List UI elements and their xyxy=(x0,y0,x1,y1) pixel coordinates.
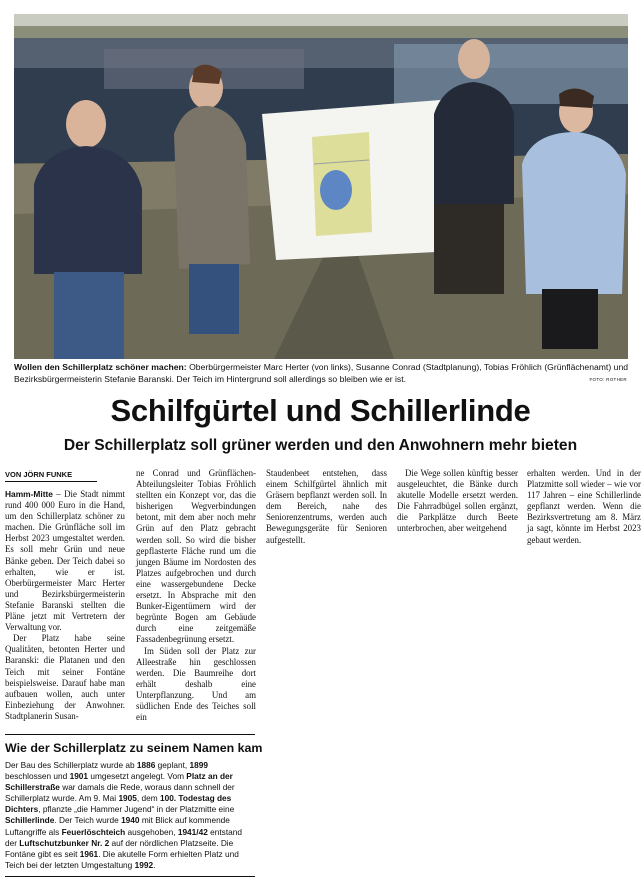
article-column-4 xyxy=(397,468,518,535)
infobox-body xyxy=(5,760,255,871)
paragraph-text: – Die Stadt nimmt rund 400 000 Euro in die Hand, um den Schillerplatz schöner zu machen. Die Grünfläche soll im Herbst 2023 umgestaltet werden. Es soll mehr Grün und neue Bänke geben. Der Teich dabei so erhalten, wie er ist. Oberbürgermeister Marc Herter und Bezirksbürgermeisterin Stefanie Baranski stellten die Pläne jetzt mit Vertretern der Verwaltung vor. xyxy=(5,489,125,633)
article-column-3 xyxy=(266,468,387,546)
paragraph: Im Süden soll der Platz zur Alleestraße hin geschlossen werden. Die Baumreihe dort erhält deshalb eine Unterpflanzung. Und am südlichen Ende des Teiches soll ein xyxy=(136,645,256,723)
infobox-bold: 1941/42 xyxy=(177,826,208,837)
subheadline: Der Schillerplatz soll grüner werden und den Anwohnern mehr bieten xyxy=(63,437,578,454)
article-column-1 xyxy=(5,489,125,722)
paragraph: Staudenbeet entstehen, dass einem Schilfgürtel ähnlich mit Gräsern bepflanzt werden soll. In dem Bereich, nahe des Seniorenzentrums, werden auch Bewegungsgeräte für Senioren aufgestellt. xyxy=(266,468,387,545)
dateline: Hamm-Mitte xyxy=(5,489,53,499)
photo-credit: FOTO: ROTHER xyxy=(589,377,627,382)
infobox-text: ausgehoben, xyxy=(125,826,178,837)
article-column-5 xyxy=(527,468,641,546)
infobox-bold: Feuerlöschteich xyxy=(61,826,126,837)
infobox-bold: 1901 xyxy=(69,771,89,782)
infobox-text: , pflanzte „die Hammer Jugend“ in der Platzmitte eine xyxy=(38,804,235,815)
infobox-text: . xyxy=(153,859,156,870)
paragraph: Der Platz habe seine Qualitäten, betonten Herter und Baranski: die Platanen und den Teich mit seiner Fontäne beispielsweise. Darauf habe man aufbauen wollen, auch unter Einbeziehung der Anwohner. Stadtplanerin Susan- xyxy=(5,633,125,721)
photo-illustration xyxy=(14,14,628,359)
paragraph: Die Wege sollen künftig besser ausgeleuchtet, die Bänke durch akutelle Modelle ersetzt werden. Die Fahrradbügel sollen ergänzt, die Parkplätze durch Beete unterbrochen, aber weitgehend xyxy=(397,468,518,534)
infobox-text: . Die akutelle Form erhielten Platz und Teich bei der letzten Umgestaltung xyxy=(5,848,239,870)
photo-caption xyxy=(14,362,628,385)
article-photo xyxy=(14,14,628,359)
infobox-bold: 1899 xyxy=(189,760,208,770)
infobox-rule-bottom xyxy=(5,876,255,877)
infobox-text: auf der nördlichen Platzseite. Die Fontäne gibt es seit xyxy=(5,837,234,859)
infobox-text: . Der Teich wurde xyxy=(54,815,122,826)
infobox-bold: 1886 xyxy=(136,760,156,770)
caption-lead: Wollen den Schillerplatz schöner machen: xyxy=(14,362,187,372)
byline-rule xyxy=(5,481,97,482)
caption-text: Oberbürgermeister Marc Herter (von links), Susanne Conrad (Stadtplanung), Tobias Fröhlich (Grünflächenamt) und Bezirksbürgermeisterin Stefanie Baranski. Der Teich im Hintergrund soll allerdings so bleiben wie er ist. xyxy=(14,362,629,384)
infobox-bold: 1905 xyxy=(118,793,137,804)
infobox-bold: Luftschutzbunker Nr. 2 xyxy=(19,837,110,848)
author-byline: VON JÖRN FUNKE xyxy=(5,470,73,479)
article-column-2 xyxy=(136,468,256,723)
infobox-text: umgesetzt angelegt. Vom xyxy=(88,771,187,782)
headline: Schilfgürtel und Schillerlinde xyxy=(110,393,531,428)
infobox-bold: 1961 xyxy=(79,848,99,859)
infobox-bold: 1992 xyxy=(134,859,154,870)
infobox-rule-top xyxy=(5,734,255,735)
infobox-text: geplant, xyxy=(155,760,190,770)
paragraph: ne Conrad und Grünflächen-Abteilungsleiter Tobias Fröhlich stellten ein Konzept vor, das die bisherigen Wegverbindungen betont, mit dem aber noch mehr Grün auf den Platz gebracht werden soll. So wird die bisher gepflasterte Fläche rund um die jungen Bäume im Nordosten des Platzes aufgebrochen und durch eine wassergebundene Decke ersetzt. In Absprache mit den Bunker-Eigentümern wird der begrünte Bogen am Gebäude durch eine zeitgemäße Fassadenbegrünung ersetzt. xyxy=(136,468,256,645)
infobox-text: mit Blick auf kommende Luftangriffe als xyxy=(5,815,230,837)
paragraph: erhalten werden. Und in der Platzmitte soll wieder – wie vor 117 Jahren – eine Schillerlinde gepflanzt werden. Wenn die Bezirksvertretung am 8. März ja sagt, könnte im Herbst 2023 gebaut werden. xyxy=(527,468,641,545)
infobox-text: entstand der xyxy=(5,826,242,848)
infobox-text: beschlossen und xyxy=(5,771,70,782)
infobox-bold: 1940 xyxy=(121,815,140,826)
infobox-text: , dem xyxy=(136,793,160,804)
infobox-text: Der Bau des Schillerplatz wurde ab xyxy=(5,760,137,770)
infobox-bold: Schillerlinde xyxy=(5,815,55,826)
infobox-title: Wie der Schillerplatz zu seinem Namen kam xyxy=(5,741,263,755)
paragraph xyxy=(5,489,125,633)
infobox-bold: Platz an der Schillerstraße xyxy=(5,771,233,793)
infobox-text: war damals die Rede, woraus dann schnell der Schillerplatz wurde. Am 9. Mai xyxy=(5,782,235,804)
infobox-bold: 100. Todestag des Dichters xyxy=(5,793,232,815)
